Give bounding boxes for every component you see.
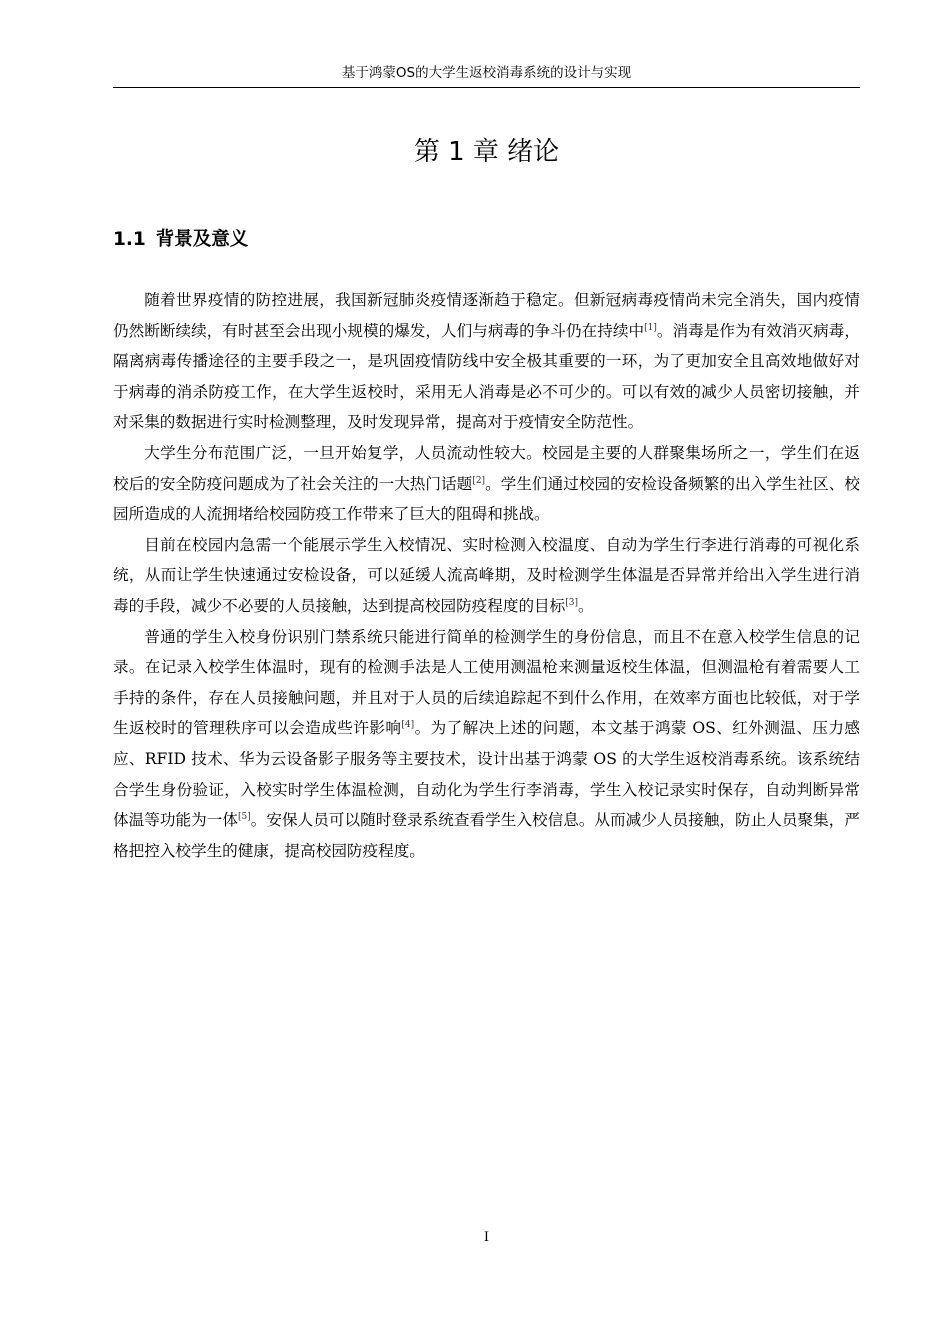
paragraph-text: 随着世界疫情的防控进展，我国新冠肺炎疫情逐渐趋于稳定。但新冠病毒疫情尚未完全消失，国内疫情仍然断断续续，有时甚至会出现小规模的爆发，人们与病毒的争斗仍在持续中 <box>113 291 860 340</box>
chapter-title: 第 1 章 绪论 <box>413 137 560 167</box>
citation-ref: [5] <box>237 812 251 823</box>
section-number: 1.1 <box>113 229 146 250</box>
citation-ref: [2] <box>472 475 486 486</box>
paragraph-text: 。为了解决上述的问题，本文基于鸿蒙 OS、红外测温、压力感应、RFID 技术、华为云设备影子服务等主要技术，设计出基于鸿蒙 OS 的大学生返校消毒系统。该系统结合学生身份验证，入校实时学生体温检测，自动化为学生行李消毒，学生入校记录实时保存，自动判断异常体温等功能为一体 <box>113 719 860 830</box>
header-rule <box>113 87 860 88</box>
running-header: 基于鸿蒙OS的大学生返校消毒系统的设计与实现 <box>341 65 632 81</box>
paragraph-text: 。学生们通过校园的安检设备频繁的出入学生社区、校园所造成的人流拥堵给校园防疫工作带来了巨大的阻碍和挑战。 <box>113 474 860 524</box>
citation-ref: [1] <box>644 322 657 333</box>
paragraph-1 <box>113 285 860 438</box>
paragraph-3 <box>113 530 860 622</box>
paragraph-4 <box>113 622 860 867</box>
page-number: I <box>483 1230 490 1245</box>
paragraph-text: 。安保人员可以随时登录系统查看学生入校信息。从而减少人员接触，防止人员聚集，严格把控入校学生的健康，提高校园防疫程度。 <box>113 811 860 860</box>
section-title-text: 背景及意义 <box>155 229 249 250</box>
citation-ref: [3] <box>565 597 578 608</box>
paragraph-text: 大学生分布范围广泛，一旦开始复学，人员流动性较大。校园是主要的人群聚集场所之一，学生们在返校后的安全防疫问题成为了社会关注的一大热门话题 <box>113 443 860 493</box>
paragraph-text: 普通的学生入校身份识别门禁系统只能进行简单的检测学生的身份信息，而且不在意入校学生信息的记录。在记录入校学生体温时，现有的检测手法是人工使用测温枪来测量返校生体温，但测温枪有着需要人工手持的条件，存在人员接触问题，并且对于人员的后续追踪起不到什么作用，在效率方面也比较低，对于学生返校时的管理秩序可以会造成些许影响 <box>113 627 860 738</box>
citation-ref: [4] <box>401 720 415 731</box>
paragraph-text: 目前在校园内急需一个能展示学生入校情况、实时检测入校温度、自动为学生行李进行消毒的可视化系统，从而让学生快速通过安检设备，可以延缓人流高峰期，及时检测学生体温是否异常并给出入学生进行消毒的手段，减少不必要的人员接触，达到提高校园防疫程度的目标 <box>113 535 860 615</box>
paragraph-text: 。消毒是作为有效消灭病毒，隔离病毒传播途径的主要手段之一，是巩固疫情防线中安全极其重要的一环，为了更加安全且高效地做好对于病毒的消杀防疫工作，在大学生返校时，采用无人消毒是必不可少的。可以有效的减少人员密切接触，并对采集的数据进行实时检测整理，及时发现异常，提高对于疫情安全防范性。 <box>113 321 860 432</box>
body-text <box>113 285 860 866</box>
section-heading <box>113 226 248 254</box>
paragraph-text: 。 <box>577 596 594 615</box>
paragraph-2 <box>113 438 860 530</box>
